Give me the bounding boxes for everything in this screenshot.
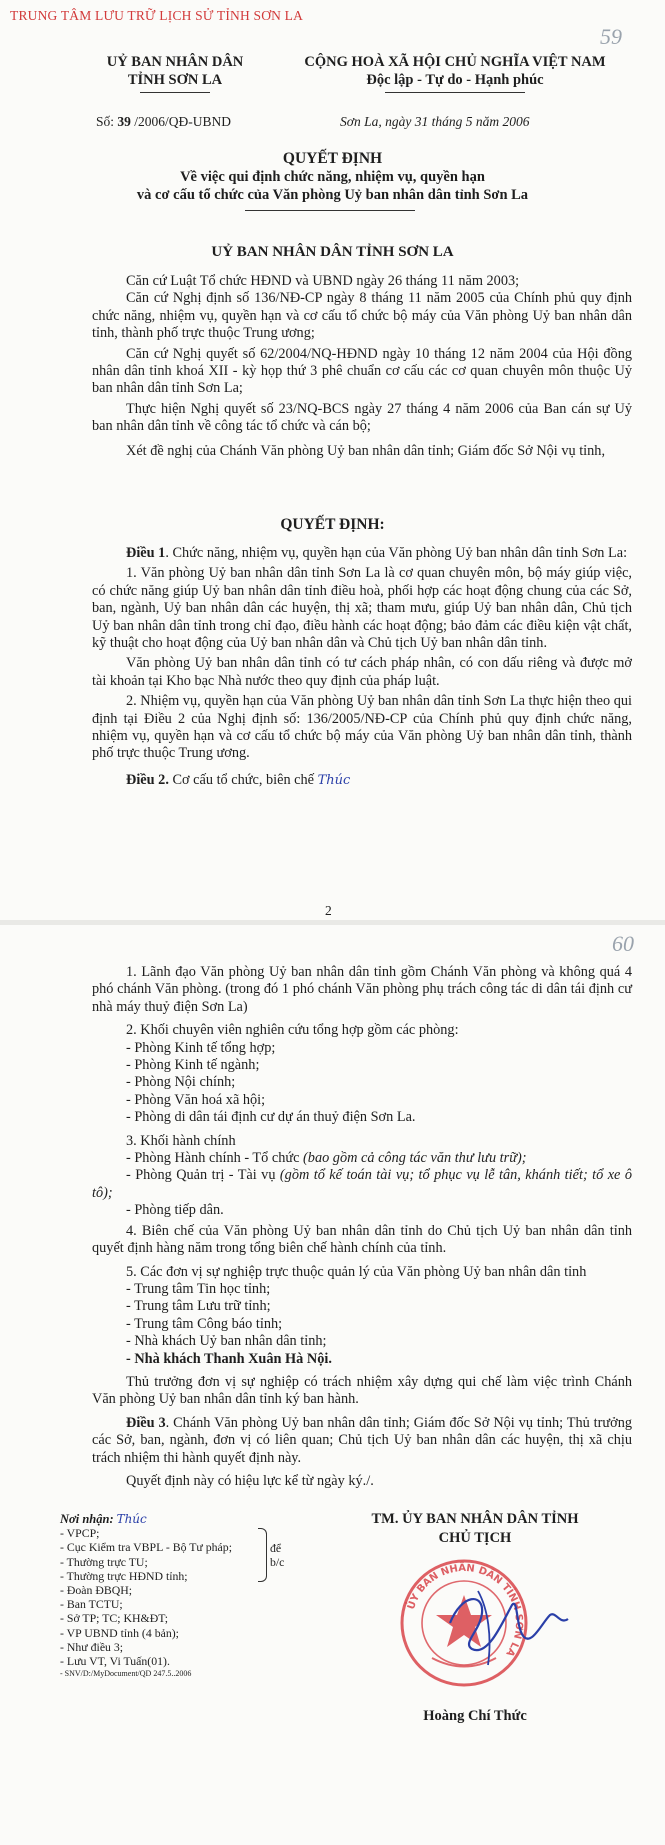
article-2-item: 5. Các đơn vị sự nghiệp trực thuộc quản lý của Văn phòng Uỷ ban nhân dân tỉnh [126,1263,587,1280]
national-motto: Độc lập - Tự do - Hạnh phúc [366,72,544,88]
list-item: - Nhà khách Thanh Xuân Hà Nội. [126,1350,332,1367]
handwritten-initial: Thúc [116,1512,147,1526]
recipients-title: Nơi nhận: [60,1512,114,1526]
issuer-underline [140,92,210,93]
signature-authority: TM. ỦY BAN NHÂN DÂN TỈNH [371,1511,579,1527]
handwritten-initial: Thúc [317,772,351,788]
recipients-block [60,1512,290,1680]
decision-heading: QUYẾT ĐỊNH: [280,516,385,533]
article-2-item: 4. Biên chế của Văn phòng Uỷ ban nhân dân tỉnh do Chủ tịch Uỷ ban nhân dân tỉnh quyết định hàng năm trong tổng biên chế hành chính của tỉnh. [92,1222,632,1257]
article-3 [92,1415,632,1467]
list-item-text: - Phòng Hành chính - Tổ chức [126,1150,304,1167]
recipient-item: - Đoàn ĐBQH; [60,1583,133,1598]
list-item: - Trung tâm Công báo tỉnh; [126,1315,283,1332]
recipients-brace [258,1528,267,1582]
list-item: - Trung tâm Lưu trữ tỉnh; [126,1298,271,1315]
recipient-item: - Sở TP; TC; KH&ĐT; [60,1611,169,1626]
document-number [96,114,231,130]
official-seal [392,1553,592,1703]
article-1-label: Điều 1 [126,545,166,561]
preamble [92,273,632,460]
list-item-note: (gồm tổ kế toán tài vụ; tổ phục vụ lễ tân, khánh tiết; tổ xe ô tô); [92,1167,632,1201]
article-2-label: Điều 2. [126,771,169,788]
issuer-line-1: UỶ BAN NHÂN DÂN [106,54,244,70]
brace-note: để [270,1541,282,1555]
list-item-note: (bao gồm cả công tác văn thư lưu trữ); [303,1150,527,1167]
page-mark: 59 [600,24,622,49]
issuing-authority: UỶ BAN NHÂN DÂN TỈNH SƠN LA [211,244,454,260]
recipient-item: - Lưu VT, Vi Tuấn(01). [60,1654,170,1669]
recipient-item: - Cục Kiểm tra VBPL - Bộ Tư pháp; [60,1540,232,1555]
number-suffix: /2006/QĐ-UBND [134,114,232,129]
recipient-item: - VPCP; [60,1526,100,1541]
number-value: 39 [117,114,131,129]
preamble-item: Căn cứ Luật Tổ chức HĐND và UBND ngày 26 tháng 11 năm 2003; [126,273,520,289]
list-item: - Nhà khách Uỷ ban nhân dân tỉnh; [126,1333,327,1350]
page-number: 2 [325,903,332,918]
article-2-content [92,964,632,1490]
article-1 [92,545,632,789]
file-reference: - SNV/D:/MyDocument/QD 247.5..2006 [60,1669,192,1679]
list-item: - Phòng tiếp dân. [126,1202,224,1219]
article-1-paragraph: Văn phòng Uỷ ban nhân dân tỉnh có tư cách pháp nhân, có con dấu riêng và được mở tài khoản tại Kho bạc Nhà nước theo quy định của pháp luật. [92,655,632,689]
list-item: - Phòng Kinh tế ngành; [126,1057,260,1074]
archive-stamp: TRUNG TÂM LƯU TRỮ LỊCH SỬ TỈNH SƠN LA [10,8,304,23]
place-date: Sơn La, ngày 31 tháng 5 năm 2006 [340,114,530,129]
preamble-item: Căn cứ Nghị định số 136/NĐ-CP ngày 8 tháng 11 năm 2005 của Chính phủ quy định chức năng, nhiệm vụ, quyền hạn và cơ cấu tổ chức bộ máy của Văn phòng Uỷ ban nhân dân tỉnh, thành phố trực thuộc Trung ương; [92,290,632,342]
decision-title: QUYẾT ĐỊNH [282,150,383,167]
issuer-line-2: TỈNH SƠN LA [127,72,223,88]
list-item: - Phòng Kinh tế tổng hợp; [126,1039,276,1056]
decision-subject-line-1: Về việc qui định chức năng, nhiệm vụ, quyền hạn [180,169,485,185]
document-page-2 [0,925,665,1845]
article-2-item: 3. Khối hành chính [126,1132,236,1149]
brace-note: b/c [270,1555,285,1569]
article-1-paragraph: 1. Văn phòng Uỷ ban nhân dân tỉnh Sơn La là cơ quan chuyên môn, bộ máy giúp việc, có chức năng giúp Uỷ ban nhân dân tỉnh điều hoà, phối hợp các hoạt động chung của các Sở, ban, ngành, Uỷ ban nhân dân các huyện, thị xã; tham mưu, giúp Uỷ ban nhân dân, Chủ tịch Uỷ ban nhân dân tỉnh trong chỉ đạo, điều hành các hoạt động; bảo đảm các điều kiện vật chất, kỹ thuật cho hoạt động của Uỷ ban nhân dân và Chủ tịch Uỷ ban nhân dân tỉnh. [92,565,632,652]
list-item: - Phòng di dân tái định cư dự án thuỷ điện Sơn La. [126,1109,416,1126]
page-mark: 60 [612,931,634,956]
article-1-title: . Chức năng, nhiệm vụ, quyền hạn của Văn phòng Uỷ ban nhân dân tỉnh Sơn La: [165,545,628,561]
recipient-item: - Thường trực TU; [60,1554,148,1569]
article-2-title: Cơ cấu tổ chức, biên chế [168,771,315,788]
preamble-item: Xét đề nghị của Chánh Văn phòng Uỷ ban nhân dân tỉnh; Giám đốc Sở Nội vụ tỉnh, [126,442,606,459]
list-item: - Phòng Nội chính; [126,1074,236,1091]
article-2-item: 1. Lãnh đạo Văn phòng Uỷ ban nhân dân tỉnh gồm Chánh Văn phòng và không quá 4 phó chánh Văn phòng. (trong đó 1 phó chánh Văn phòng phụ trách công tác di dân tái định cư nhà máy thuỷ điện Sơn La) [92,964,632,1015]
list-item: - Trung tâm Tin học tỉnh; [126,1280,271,1297]
number-label: Số: [96,114,115,129]
effective-clause: Quyết định này có hiệu lực kể từ ngày ký./. [126,1472,374,1489]
article-2-item: Thủ trưởng đơn vị sự nghiệp có trách nhiệm xây dựng qui chế làm việc trình Chánh Văn phòng Uỷ ban nhân dân tỉnh ký ban hành. [92,1373,632,1408]
recipient-item: - Thường trực HĐND tỉnh; [60,1568,188,1583]
article-3-label: Điều 3 [126,1414,166,1431]
list-item: - Phòng Văn hoá xã hội; [126,1091,266,1108]
decision-subject-line-2: và cơ cấu tổ chức của Văn phòng Uỷ ban nhân dân tỉnh Sơn La [136,187,529,203]
recipient-item: - Như điều 3; [60,1639,124,1654]
article-1-heading [92,545,632,562]
recipient-item: - Ban TCTU; [60,1597,123,1612]
seal-text: ỦY BAN NHÂN DÂN TỈNH SƠN LA [405,1562,525,1659]
article-3-text: . Chánh Văn phòng Uỷ ban nhân dân tỉnh; Giám đốc Sở Nội vụ tỉnh; Thủ trưởng các Sở, ban, ngành, đơn vị có liên quan; Chủ tịch Uỷ ban nhân dân các huyện, thị xã chịu trách nhiệm thi hành quyết định này. [92,1414,632,1466]
title-underline [245,210,415,211]
article-2-item: 2. Khối chuyên viên nghiên cứu tổng hợp gồm các phòng: [126,1022,459,1039]
recipients-heading [60,1512,290,1526]
preamble-item: Thực hiện Nghị quyết số 23/NQ-BCS ngày 27 tháng 4 năm 2006 của Ban cán sự Uỷ ban nhân dân tỉnh về công tác tổ chức và cán bộ; [92,400,632,435]
preamble-item: Căn cứ Nghị quyết số 62/2004/NQ-HĐND ngày 10 tháng 12 năm 2004 của Hội đồng nhân dân tỉnh khoá XII - kỳ họp thứ 3 phê chuẩn cơ cấu các cơ quan chuyên môn thuộc Uỷ ban nhân dân tỉnh Sơn La; [92,345,632,397]
list-item [92,1150,632,1167]
article-1-paragraph: 2. Nhiệm vụ, quyền hạn của Văn phòng Uỷ ban nhân dân tỉnh Sơn La thực hiện theo qui định tại Điều 2 của Nghị định số: 136/2005/NĐ-CP của Chính phủ quy định chức năng, nhiệm vụ, quyền hạn và cơ cấu tổ chức bộ máy của Văn phòng Uỷ ban nhân dân tỉnh, thành phố trực thuộc Trung ương. [92,693,632,762]
document-page-1 [0,0,665,920]
national-title: CỘNG HOÀ XÃ HỘI CHỦ NGHĨA VIỆT NAM [304,54,606,70]
list-item-text: - Phòng Quản trị - Tài vụ [126,1167,280,1184]
signature-title: CHỦ TỊCH [438,1530,512,1546]
list-item [92,1167,632,1202]
article-2-heading [92,772,632,789]
recipient-item: - VP UBND tỉnh (4 bản); [60,1625,179,1640]
motto-underline [385,92,525,93]
signer-name: Hoàng Chí Thức [423,1708,527,1724]
